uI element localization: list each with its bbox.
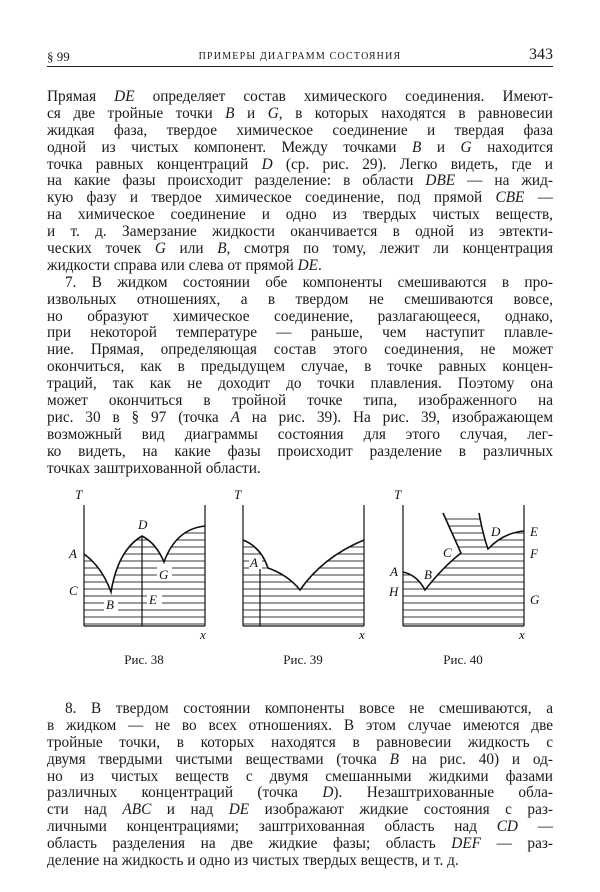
running-title: ПРИМЕРЫ ДИАГРАММ СОСТОЯНИЯ xyxy=(198,51,402,62)
label-T: T xyxy=(75,487,83,502)
text-line: ко видеть, на какие фазы происходит разделение в различных xyxy=(47,442,553,460)
hatched-region xyxy=(403,513,524,626)
text-line: жидкая фаза, твердое химическое соединение и твердая фаза xyxy=(47,121,553,139)
text-line: кую фазу и твердое химическое соединение, под прямой CBE — xyxy=(47,189,553,207)
label-T: T xyxy=(234,487,242,502)
text-line: точка равных концентраций D (ср. рис. 29). Легко видеть, где и xyxy=(47,155,553,173)
text-line: может окончиться в тройной точке типа, изображенного на xyxy=(47,392,553,410)
label-E: E xyxy=(530,524,538,539)
caption-fig-40: Рис. 40 xyxy=(443,652,483,667)
caption-fig-38: Рис. 38 xyxy=(124,652,164,667)
text-line: окончиться, как в предыдущем случае, в точке равных концен- xyxy=(47,358,553,376)
label-x: x xyxy=(519,627,525,642)
label-A: A xyxy=(250,555,258,570)
text-line: ся две тройные точки B и G, в которых находятся в равновесии xyxy=(47,104,553,122)
label-C: C xyxy=(69,583,78,598)
label-D: D xyxy=(491,524,501,539)
text-line: и т. д. Замерзание жидкости оканчивается в одной из эвтекти- xyxy=(47,223,553,241)
text-line: но образуют химическое соединение, разлагающееся, однако, xyxy=(47,307,553,325)
label-C: C xyxy=(443,545,452,560)
label-T: T xyxy=(394,487,402,502)
text-line: жидкости справа или слева от прямой DE. xyxy=(47,256,322,274)
label-E: E xyxy=(149,592,157,607)
paragraph-7 xyxy=(47,275,553,478)
label-G: G xyxy=(530,592,540,607)
label-A: A xyxy=(390,564,398,579)
label-x: x xyxy=(200,627,206,642)
hatched-region xyxy=(84,526,205,626)
text-line: на какие фазы происходит разделение: в области DBE — на жид- xyxy=(47,172,553,190)
label-F: F xyxy=(530,546,538,561)
figure-40 xyxy=(389,487,540,642)
text-line: в жидком — не во всех отношениях. В этом случае имеются две xyxy=(47,716,553,734)
label-D: D xyxy=(138,517,148,532)
label-x: x xyxy=(359,627,365,642)
text-line: но из чистых веществ с двумя смешанными жидкими фазами xyxy=(47,767,553,785)
page-number: 343 xyxy=(529,46,553,63)
text-line: ческих точек G или B, смотря по тому, лежит ли концентрация xyxy=(47,240,554,258)
section-number: § 99 xyxy=(47,49,70,64)
body-text-upper xyxy=(47,89,553,477)
text-line: двумя твердыми чистыми веществами (точка B на рис. 40) и од- xyxy=(47,750,553,768)
text-line: 7. В жидком состоянии обе компоненты смешиваются в про- xyxy=(65,273,553,291)
paragraph-8 xyxy=(47,701,553,870)
text-line: личными концентрациями; заштрихованная область над CD — xyxy=(47,818,553,836)
figure-38 xyxy=(69,487,206,642)
text-line: рис. 30 в § 97 (точка A на рис. 39). На рис. 39, изображающем xyxy=(47,408,553,426)
text-line: одной из чистых компонент. Между точками B и G находится xyxy=(47,138,553,156)
text-line: 8. В твердом состоянии компоненты вовсе не смешиваются, а xyxy=(65,700,553,717)
paragraph-1 xyxy=(47,89,553,275)
text-line: деление на жидкость и одно из чистых твердых веществ, и т. д. xyxy=(47,852,459,870)
text-line: на химическое соединение и одно из твердых чистых веществ, xyxy=(47,206,553,224)
text-line: извольных отношениях, а в твердом не смешиваются вовсе, xyxy=(47,290,553,308)
caption-fig-39: Рис. 39 xyxy=(283,652,323,667)
label-H: H xyxy=(389,584,399,599)
text-line: траций, так как не доходит до точки плавления. Поэтому она xyxy=(47,375,553,393)
figure-39 xyxy=(234,487,365,642)
label-B: B xyxy=(106,597,114,612)
text-line: при некоторой температуре — раньше, чем наступит плавле- xyxy=(47,324,553,342)
label-A: A xyxy=(69,546,77,561)
label-G: G xyxy=(159,567,169,582)
text-line: сти над ABC и над DE изображают жидкие состояния с раз- xyxy=(47,801,553,819)
text-line: ние. Прямая, определяющая состав этого соединения, не может xyxy=(47,341,553,359)
body-text-lower xyxy=(47,701,553,870)
text-line: область разделения на две жидкие фазы; область DEF — раз- xyxy=(47,835,554,853)
text-line: точках заштрихованной области. xyxy=(47,459,261,477)
label-B: B xyxy=(424,567,432,582)
text-line: различных концентраций (точка D). Незаштрихованные обла- xyxy=(47,784,553,802)
text-line: Прямая DE определяет состав химического соединения. Имеют- xyxy=(47,88,553,105)
text-line: возможный вид диаграммы состояния для этого случая, лег- xyxy=(47,425,553,443)
text-line: тройные точки, в которых находятся в равновесии жидкость с xyxy=(47,733,553,751)
running-header xyxy=(47,46,553,67)
